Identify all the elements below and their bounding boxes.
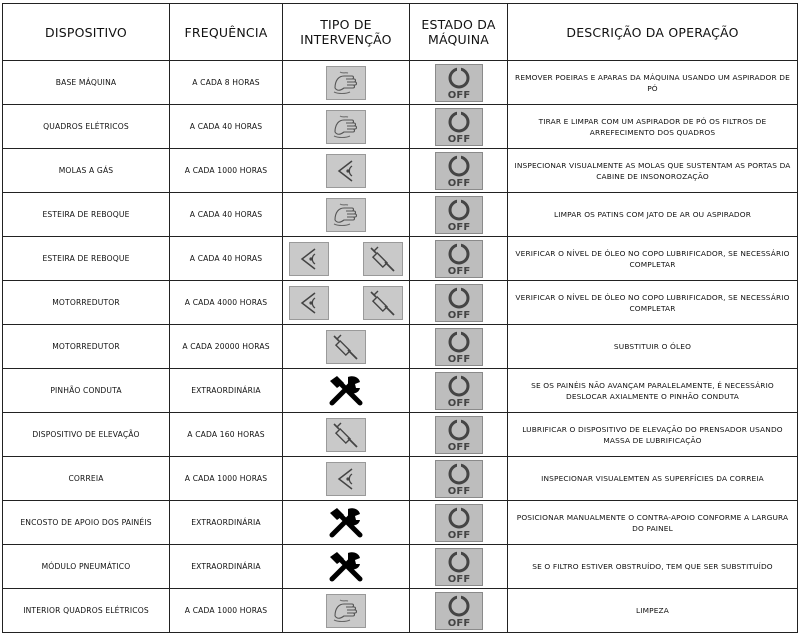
cell-frequencia: EXTRAORDINÁRIA: [170, 369, 283, 413]
cell-dispositivo: MOTORREDUTOR: [3, 281, 170, 325]
machine-off-icon: [435, 284, 483, 322]
cell-tipo-intervencao: [283, 193, 410, 237]
table-row: [3, 193, 798, 237]
machine-off-icon: [435, 504, 483, 542]
machine-off-icon: [435, 108, 483, 146]
off-label: OFF: [447, 133, 470, 145]
eye-inspect-icon: [326, 462, 366, 496]
off-label: OFF: [447, 397, 470, 409]
cell-tipo-intervencao: [283, 105, 410, 149]
off-label: OFF: [447, 573, 470, 585]
cell-frequencia: A CADA 8 HORAS: [170, 61, 283, 105]
cell-estado-maquina: [410, 105, 508, 149]
cell-descricao: INSPECIONAR VISUALEMTEN AS SUPERFÍCIES DA CORREIA: [508, 457, 798, 501]
cell-frequencia: A CADA 40 HORAS: [170, 105, 283, 149]
cell-descricao: LIMPEZA: [508, 589, 798, 633]
table-row: [3, 149, 798, 193]
cell-tipo-intervencao: [283, 149, 410, 193]
cell-estado-maquina: [410, 589, 508, 633]
cell-descricao: VERIFICAR O NÍVEL DE ÓLEO NO COPO LUBRIFICADOR, SE NECESSÁRIO COMPLETAR: [508, 281, 798, 325]
machine-off-icon: [435, 152, 483, 190]
cell-frequencia: EXTRAORDINÁRIA: [170, 545, 283, 589]
cell-tipo-intervencao: [283, 325, 410, 369]
header-dispositivo: DISPOSITIVO: [3, 4, 170, 61]
cell-dispositivo: MOTORREDUTOR: [3, 325, 170, 369]
cell-estado-maquina: [410, 281, 508, 325]
eye-inspect-icon: [289, 242, 329, 276]
off-label: OFF: [447, 221, 470, 233]
table-row: [3, 457, 798, 501]
cell-tipo-intervencao: [283, 237, 410, 281]
header-frequencia: FREQUÊNCIA: [170, 4, 283, 61]
cell-dispositivo: CORREIA: [3, 457, 170, 501]
tools-icon: [326, 505, 366, 541]
cell-descricao: TIRAR E LIMPAR COM UM ASPIRADOR DE PÓ OS FILTROS DE ARREFECIMENTO DOS QUADROS: [508, 105, 798, 149]
cell-estado-maquina: [410, 193, 508, 237]
cell-frequencia: A CADA 160 HORAS: [170, 413, 283, 457]
cell-estado-maquina: [410, 413, 508, 457]
table-row: [3, 545, 798, 589]
off-label: OFF: [447, 353, 470, 365]
table-row: [3, 369, 798, 413]
off-label: OFF: [447, 89, 470, 101]
cell-descricao: LIMPAR OS PATINS COM JATO DE AR OU ASPIRADOR: [508, 193, 798, 237]
cell-frequencia: A CADA 20000 HORAS: [170, 325, 283, 369]
clean-hand-icon: [326, 198, 366, 232]
cell-descricao: LUBRIFICAR O DISPOSITIVO DE ELEVAÇÃO DO PRENSADOR USANDO MASSA DE LUBRIFICAÇÃO: [508, 413, 798, 457]
cell-estado-maquina: [410, 501, 508, 545]
cell-dispositivo: ESTEIRA DE REBOQUE: [3, 237, 170, 281]
cell-frequencia: EXTRAORDINÁRIA: [170, 501, 283, 545]
cell-dispositivo: QUADROS ELÉTRICOS: [3, 105, 170, 149]
oil-syringe-icon: [363, 286, 403, 320]
clean-hand-icon: [326, 594, 366, 628]
cell-estado-maquina: [410, 545, 508, 589]
cell-dispositivo: BASE MÁQUINA: [3, 61, 170, 105]
off-label: OFF: [447, 309, 470, 321]
oil-syringe-icon: [326, 418, 366, 452]
off-label: OFF: [447, 177, 470, 189]
table-row: [3, 61, 798, 105]
cell-dispositivo: DISPOSITIVO DE ELEVAÇÃO: [3, 413, 170, 457]
table-row: [3, 237, 798, 281]
clean-hand-icon: [326, 110, 366, 144]
cell-descricao: POSICIONAR MANUALMENTE O CONTRA-APOIO CONFORME A LARGURA DO PAINEL: [508, 501, 798, 545]
table-row: [3, 589, 798, 633]
table-row: [3, 413, 798, 457]
machine-off-icon: [435, 372, 483, 410]
oil-syringe-icon: [326, 330, 366, 364]
machine-off-icon: [435, 64, 483, 102]
oil-syringe-icon: [363, 242, 403, 276]
cell-tipo-intervencao: [283, 369, 410, 413]
table-row: [3, 325, 798, 369]
clean-hand-icon: [326, 66, 366, 100]
table-body: [3, 61, 798, 633]
machine-off-icon: [435, 416, 483, 454]
cell-tipo-intervencao: [283, 545, 410, 589]
cell-dispositivo: PINHÃO CONDUTA: [3, 369, 170, 413]
table-row: [3, 281, 798, 325]
cell-dispositivo: MÓDULO PNEUMÁTICO: [3, 545, 170, 589]
cell-descricao: REMOVER POEIRAS E APARAS DA MÁQUINA USANDO UM ASPIRADOR DE PÓ: [508, 61, 798, 105]
cell-frequencia: A CADA 1000 HORAS: [170, 589, 283, 633]
machine-off-icon: [435, 240, 483, 278]
cell-tipo-intervencao: [283, 281, 410, 325]
off-label: OFF: [447, 617, 470, 629]
cell-frequencia: A CADA 40 HORAS: [170, 193, 283, 237]
cell-dispositivo: ENCOSTO DE APOIO DOS PAINÉIS: [3, 501, 170, 545]
tools-icon: [326, 549, 366, 585]
machine-off-icon: [435, 196, 483, 234]
tools-icon: [326, 373, 366, 409]
cell-tipo-intervencao: [283, 589, 410, 633]
table-header-row: [3, 4, 798, 61]
eye-inspect-icon: [289, 286, 329, 320]
cell-descricao: SE OS PAINÉIS NÃO AVANÇAM PARALELAMENTE, É NECESSÁRIO DESLOCAR AXIALMENTE O PINHÃO CONDUTA: [508, 369, 798, 413]
cell-frequencia: A CADA 40 HORAS: [170, 237, 283, 281]
off-label: OFF: [447, 485, 470, 497]
header-descricao: DESCRIÇÃO DA OPERAÇÃO: [508, 4, 798, 61]
eye-inspect-icon: [326, 154, 366, 188]
cell-tipo-intervencao: [283, 457, 410, 501]
cell-estado-maquina: [410, 61, 508, 105]
cell-descricao: INSPECIONAR VISUALMENTE AS MOLAS QUE SUSTENTAM AS PORTAS DA CABINE DE INSONOROZAÇÃO: [508, 149, 798, 193]
cell-descricao: SE O FILTRO ESTIVER OBSTRUÍDO, TEM QUE SER SUBSTITUÍDO: [508, 545, 798, 589]
header-tipo-intervencao: TIPO DE INTERVENÇÃO: [283, 4, 410, 61]
cell-estado-maquina: [410, 149, 508, 193]
cell-estado-maquina: [410, 325, 508, 369]
maintenance-table: [2, 3, 798, 633]
cell-dispositivo: MOLAS A GÁS: [3, 149, 170, 193]
off-label: OFF: [447, 265, 470, 277]
off-label: OFF: [447, 529, 470, 541]
header-estado-maquina: ESTADO DA MÁQUINA: [410, 4, 508, 61]
table-row: [3, 501, 798, 545]
cell-frequencia: A CADA 1000 HORAS: [170, 457, 283, 501]
table-row: [3, 105, 798, 149]
cell-dispositivo: ESTEIRA DE REBOQUE: [3, 193, 170, 237]
cell-tipo-intervencao: [283, 501, 410, 545]
off-label: OFF: [447, 441, 470, 453]
cell-dispositivo: INTERIOR QUADROS ELÉTRICOS: [3, 589, 170, 633]
machine-off-icon: [435, 460, 483, 498]
cell-descricao: VERIFICAR O NÍVEL DE ÓLEO NO COPO LUBRIFICADOR, SE NECESSÁRIO COMPLETAR: [508, 237, 798, 281]
cell-estado-maquina: [410, 457, 508, 501]
machine-off-icon: [435, 592, 483, 630]
cell-estado-maquina: [410, 237, 508, 281]
cell-frequencia: A CADA 4000 HORAS: [170, 281, 283, 325]
cell-frequencia: A CADA 1000 HORAS: [170, 149, 283, 193]
cell-tipo-intervencao: [283, 61, 410, 105]
cell-estado-maquina: [410, 369, 508, 413]
machine-off-icon: [435, 548, 483, 586]
cell-descricao: SUBSTITUIR O ÓLEO: [508, 325, 798, 369]
cell-tipo-intervencao: [283, 413, 410, 457]
machine-off-icon: [435, 328, 483, 366]
